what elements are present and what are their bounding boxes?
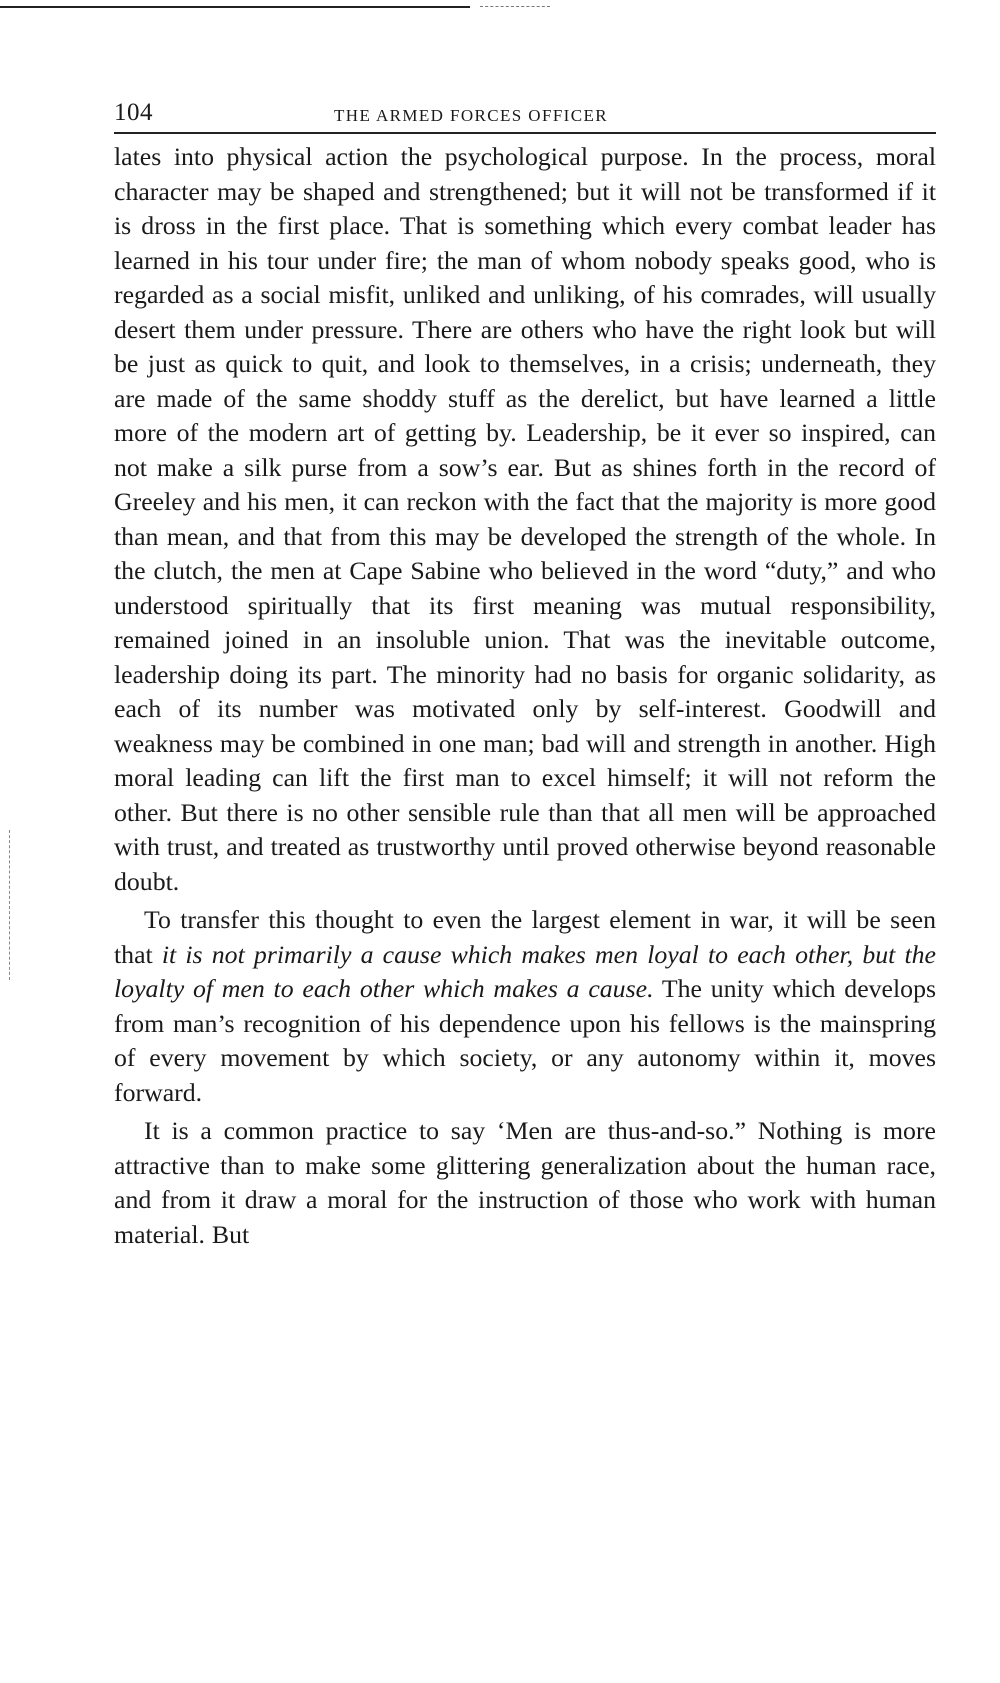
book-page xyxy=(114,98,936,1252)
margin-scan-marks xyxy=(9,830,10,980)
paragraph-2-emphasis: it is not primarily a cause which makes men loyal to each other, but the loyalty of men to each other which makes a cause. xyxy=(114,939,936,1003)
body-text xyxy=(114,140,936,1252)
paragraph-2-tail: The unity which develops from man’s recognition of his dependence upon his fellows is the mainspring of every movement by which society, or any autonomy within it, moves forward. xyxy=(114,974,937,1107)
paragraph-3: It is a common practice to say ‘Men are thus-and-so.” Nothing is more attractive than to make some glittering generalization about the human race, and from it draw a moral for the instruction of those who work with human material. But xyxy=(114,1116,936,1249)
paragraph-2-lead: To transfer this thought to even the largest element in war, it will be seen that xyxy=(114,905,936,969)
top-edge-dash xyxy=(480,6,550,7)
running-title: THE ARMED FORCES OFFICER xyxy=(334,106,609,125)
running-head xyxy=(114,98,936,134)
top-edge-rule xyxy=(0,6,470,8)
page-number: 104 xyxy=(114,99,153,126)
paragraph-2 xyxy=(114,903,936,1110)
paragraph-1: lates into physical action the psychological purpose. In the process, moral character may be shaped and strengthened; but it will not be transformed if it is dross in the first place. That is something which every combat leader has learned in his tour under fire; the man of whom nobody speaks good, who is regarded as a social misfit, unliked and unliking, of his comrades, will usually desert them under pressure. There are others who have the right look but will be just as quick to quit, and look to themselves, in a crisis; underneath, they are made of the same shoddy stuff as the derelict, but have learned a little more of the modern art of getting by. Leadership, be it ever so inspired, can not make a silk purse from a sow’s ear. But as shines forth in the record of Greeley and his men, it can reckon with the fact that the majority is more good than mean, and that from this may be developed the strength of the whole. In the clutch, the men at Cape Sabine who believed in the word “duty,” and who understood spiritually that its first meaning was mutual responsibility, remained joined in an insoluble union. That was the inevitable outcome, leadership doing its part. The minority had no basis for organic solidarity, as each of its number was motivated only by self-interest. Goodwill and weakness may be combined in one man; bad will and strength in another. High moral leading can lift the first man to excel himself; it will not reform the other. But there is no other sensible rule than that all men will be approached with trust, and treated as trustworthy until proved otherwise beyond reasonable doubt. xyxy=(114,142,936,896)
